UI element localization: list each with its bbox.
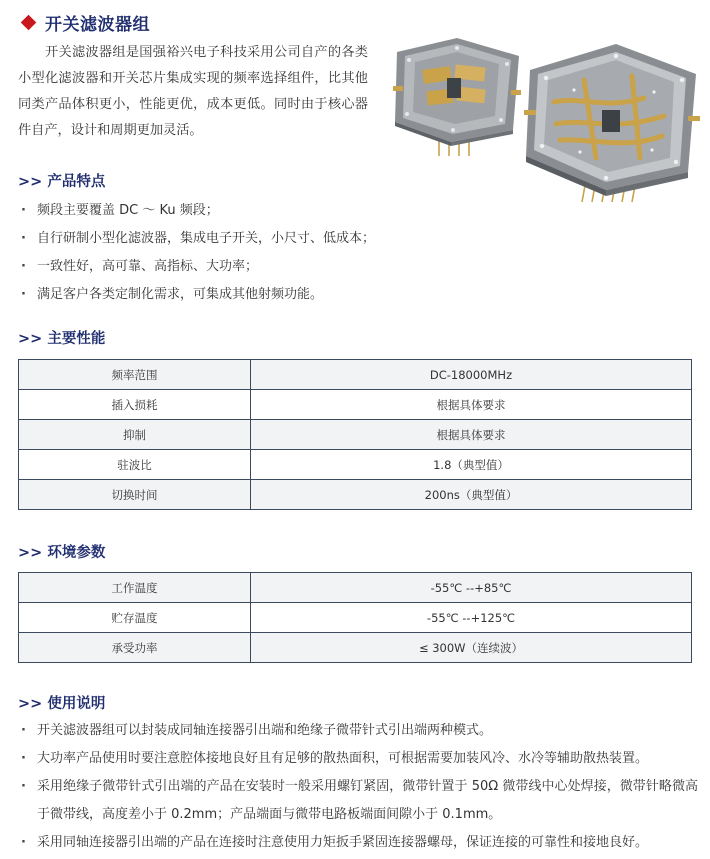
- switch-filter-module-photo: [393, 34, 521, 158]
- table-row: [19, 480, 692, 510]
- table-row: [19, 450, 692, 480]
- param-value: 1.8（典型值）: [251, 450, 692, 480]
- param-value: -55℃ --+85℃: [251, 573, 692, 603]
- param-name: 频率范围: [19, 360, 251, 390]
- switch-filter-module-open-photo: [524, 40, 700, 204]
- table-row: [19, 420, 692, 450]
- environment-heading: >> 环境参数: [18, 545, 106, 561]
- param-name: 抑制: [19, 420, 251, 450]
- list-item: · 大功率产品使用时要注意腔体接地良好且有足够的散热面积，可根据需要加装风冷、水冷等辅助散热装置。: [18, 745, 698, 773]
- list-item: · 采用绝缘子微带针式引出端的产品在安装时一般采用螺钉紧固，微带针置于 50Ω 微带线中心处焊接，微带针略微高于微带线，高度差小于 0.2mm；产品端面与微带电路板端面间隙小于 0.1mm。: [18, 773, 698, 829]
- param-value: ≤ 300W（连续波）: [251, 633, 692, 663]
- param-name: 切换时间: [19, 480, 251, 510]
- table-row: [19, 390, 692, 420]
- list-item: · 开关滤波器组可以封装成同轴连接器引出端和绝缘子微带针式引出端两种模式。: [18, 717, 698, 745]
- usage-heading: >> 使用说明: [18, 696, 106, 712]
- param-name: 贮存温度: [19, 603, 251, 633]
- page-title: 开关滤波器组: [45, 14, 150, 35]
- param-value: DC-18000MHz: [251, 360, 692, 390]
- list-item: · 自行研制小型化滤波器，集成电子开关，小尺寸、低成本；: [18, 225, 438, 253]
- table-row: [19, 633, 692, 663]
- title-row: [20, 9, 150, 35]
- performance-heading: >> 主要性能: [18, 331, 106, 347]
- list-item: · 采用同轴连接器引出端的产品在连接时注意使用力矩扳手紧固连接器螺母，保证连接的可靠性和接地良好。: [18, 829, 698, 857]
- param-value: 200ns（典型值）: [251, 480, 692, 510]
- performance-table: [18, 359, 692, 510]
- list-item: · 满足客户各类定制化需求，可集成其他射频功能。: [18, 281, 438, 309]
- param-name: 插入损耗: [19, 390, 251, 420]
- table-row: [19, 603, 692, 633]
- param-name: 工作温度: [19, 573, 251, 603]
- usage-list: [18, 717, 698, 857]
- features-list: [18, 197, 438, 309]
- param-value: 根据具体要求: [251, 390, 692, 420]
- param-value: 根据具体要求: [251, 420, 692, 450]
- diamond-bullet-icon: [21, 14, 37, 30]
- table-row: [19, 573, 692, 603]
- param-value: -55℃ --+125℃: [251, 603, 692, 633]
- param-name: 驻波比: [19, 450, 251, 480]
- features-heading: >> 产品特点: [18, 174, 106, 190]
- table-row: [19, 360, 692, 390]
- list-item: · 频段主要覆盖 DC ～ Ku 频段；: [18, 197, 438, 225]
- param-name: 承受功率: [19, 633, 251, 663]
- list-item: · 一致性好，高可靠、高指标、大功率；: [18, 253, 438, 281]
- intro-paragraph: 开关滤波器组是国强裕兴电子科技采用公司自产的各类小型化滤波器和开关芯片集成实现的频率选择组件，比其他同类产品体积更小，性能更优，成本更低。同时由于核心器件自产，设计和周期更加灵活。: [18, 45, 368, 138]
- environment-table: [18, 572, 692, 663]
